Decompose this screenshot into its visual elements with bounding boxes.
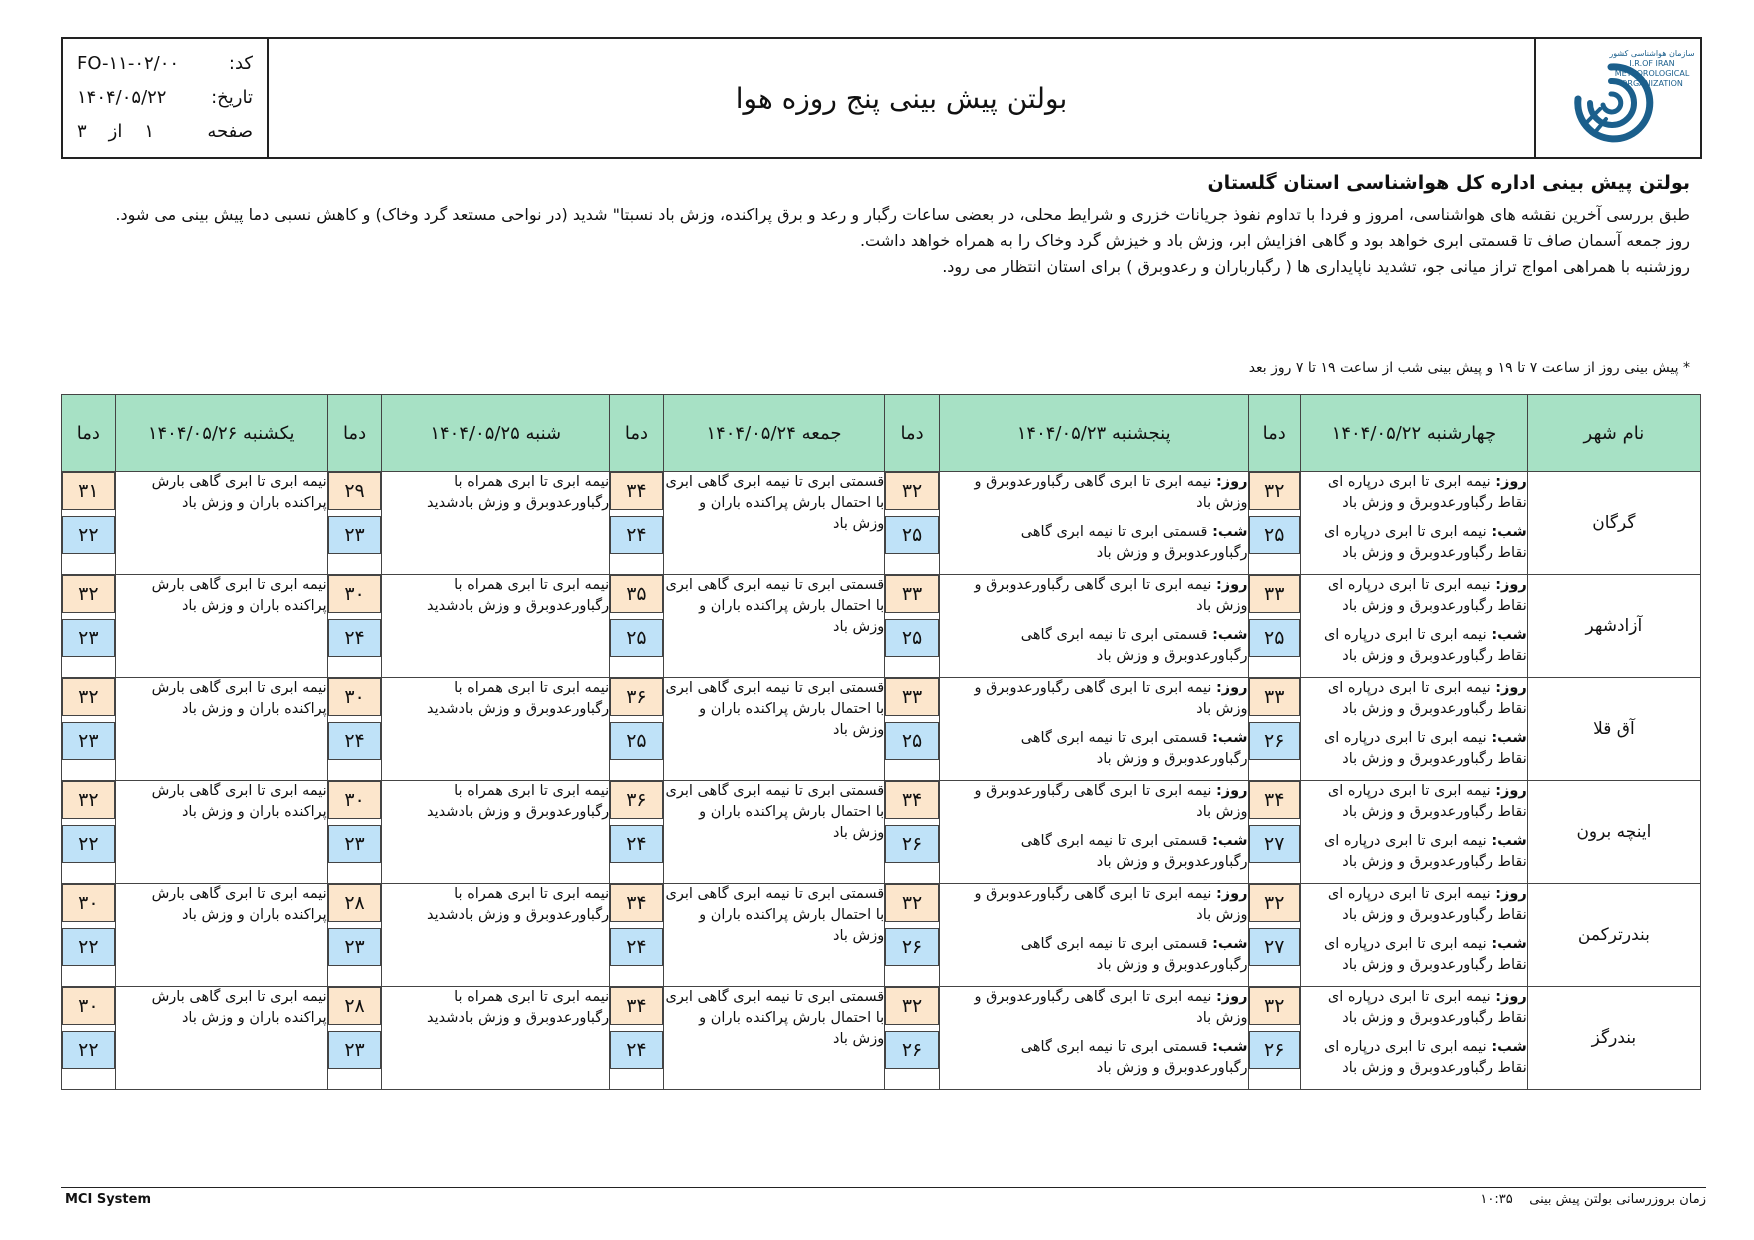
min-temp: ۲۲ (62, 825, 115, 863)
night-forecast-text: قسمتی ابری تا نیمه ابری گاهی رگباورعدوبرق و وزش باد (1020, 730, 1248, 767)
table-row (62, 575, 1701, 678)
night-label: شب: (1491, 936, 1527, 952)
day-forecast-text: نیمه ابری تا ابری گاهی رگباورعدوبرق و وزش باد (974, 680, 1248, 717)
forecast-table (61, 394, 1701, 1090)
forecast-cell (663, 884, 885, 987)
night-forecast (940, 522, 1248, 572)
night-forecast (940, 625, 1248, 675)
min-temp: ۲۳ (328, 928, 382, 966)
temp-cell (610, 987, 664, 1090)
city-name: اینچه برون (1527, 781, 1700, 884)
forecast-cell (1300, 472, 1527, 575)
night-label: شب: (1491, 833, 1527, 849)
table-row (62, 884, 1701, 987)
temp-cell (62, 678, 116, 781)
day-forecast-text: نیمه ابری تا ابری گاهی رگباورعدوبرق و وزش باد (974, 577, 1248, 614)
temp-cell (62, 987, 116, 1090)
day-forecast-text: نیمه ابری تا ابری گاهی رگباورعدوبرق و وزش باد (974, 886, 1248, 923)
day-forecast-text: نیمه ابری تا ابری درپاره ای نقاط رگباورعدوبرق و وزش باد (1327, 989, 1527, 1026)
max-temp: ۳۴ (610, 472, 663, 510)
max-temp: ۳۲ (1249, 472, 1300, 510)
forecast-text: نیمه ابری تا ابری همراه با رگباورعدوبرق و وزش بادشدید (427, 577, 610, 614)
max-temp: ۳۲ (885, 472, 939, 510)
temp-cell (327, 678, 382, 781)
date-value: ۱۴۰۴/۰۵/۲۲ (77, 87, 167, 108)
max-temp: ۲۸ (328, 884, 382, 922)
day-forecast-text: نیمه ابری تا ابری درپاره ای نقاط رگباورعدوبرق و وزش باد (1327, 577, 1527, 614)
day-forecast-text: نیمه ابری تا ابری گاهی رگباورعدوبرق و وزش باد (974, 989, 1248, 1026)
day-forecast (940, 575, 1248, 625)
min-temp: ۲۵ (610, 619, 663, 657)
day-forecast (940, 987, 1248, 1037)
table-row (62, 472, 1701, 575)
forecast-cell (1300, 575, 1527, 678)
day-forecast (1301, 884, 1527, 934)
temp-cell (327, 472, 382, 575)
temp-cell (885, 987, 940, 1090)
min-temp: ۲۶ (885, 1031, 939, 1069)
forecast-text: قسمتی ابری تا نیمه ابری گاهی ابری با احتمال بارش پراکنده باران و وزش باد (665, 577, 885, 635)
min-temp: ۲۲ (62, 928, 115, 966)
temp-cell (1248, 884, 1300, 987)
max-temp: ۳۶ (610, 678, 663, 716)
day-label: روز: (1215, 886, 1248, 902)
day-forecast (1301, 781, 1527, 831)
night-label: شب: (1212, 730, 1248, 746)
day-label: روز: (1215, 989, 1248, 1005)
forecast-cell (115, 678, 327, 781)
code-row (77, 47, 253, 81)
temp-cell (610, 884, 664, 987)
max-temp: ۳۲ (62, 575, 115, 613)
table-row (62, 987, 1701, 1090)
night-forecast-text: نیمه ابری تا ابری درپاره ای نقاط رگباورعدوبرق و وزش باد (1323, 730, 1527, 767)
code-label: کد: (228, 53, 253, 74)
day-header-1: چهارشنبه ۱۴۰۴/۰۵/۲۲ (1300, 395, 1527, 472)
forecast-text: نیمه ابری تا ابری همراه با رگباورعدوبرق و وزش بادشدید (427, 886, 610, 923)
min-temp: ۲۵ (610, 722, 663, 760)
night-label: شب: (1212, 627, 1248, 643)
min-temp: ۲۳ (328, 825, 382, 863)
summary-paragraph-1: طبق بررسی آخرین نقشه های هواشناسی، امروز و فردا با تداوم نفوذ جریانات خزری و شرایط محلی، در بعضی ساعات رگبار و رعد و برق پراکنده، وزش باد نسبتا" شدید (در نواحی مستعد گرد وخاک) و کاهش نسبی دما پیش بینی می شود. (115, 205, 1690, 224)
min-temp: ۲۴ (610, 516, 663, 554)
temp-cell (610, 678, 664, 781)
night-forecast (1301, 934, 1527, 984)
summary-paragraph-2: روز جمعه آسمان صاف تا قسمتی ابری خواهد بود و گاهی افزایش ابر، وزش باد و خیزش گرد وخاک را به همراه خواهد داشت. (859, 231, 1690, 250)
day-header-5: یکشنبه ۱۴۰۴/۰۵/۲۶ (115, 395, 327, 472)
min-temp: ۲۴ (328, 619, 382, 657)
update-time-label: زمان بروزرسانی بولتن پیش بینی (1529, 1192, 1706, 1207)
max-temp: ۳۵ (610, 575, 663, 613)
max-temp: ۳۳ (885, 575, 939, 613)
forecast-cell (382, 575, 610, 678)
day-forecast (1301, 575, 1527, 625)
forecast-cell (939, 884, 1248, 987)
day-label: روز: (1495, 783, 1527, 799)
forecast-cell (1300, 781, 1527, 884)
day-forecast (1301, 678, 1527, 728)
min-temp: ۲۶ (885, 825, 939, 863)
day-header-3: جمعه ۱۴۰۴/۰۵/۲۴ (663, 395, 885, 472)
max-temp: ۳۴ (610, 987, 663, 1025)
city-name: بندرگز (1527, 987, 1700, 1090)
forecast-text: نیمه ابری تا ابری همراه با رگباورعدوبرق و وزش بادشدید (427, 783, 610, 820)
organization-logo (1534, 39, 1700, 157)
day-forecast (1301, 472, 1527, 522)
day-forecast (1301, 987, 1527, 1037)
update-time (1480, 1192, 1706, 1207)
city-name: بندرترکمن (1527, 884, 1700, 987)
day-header-2: پنجشنبه ۱۴۰۴/۰۵/۲۳ (939, 395, 1248, 472)
day-label: روز: (1215, 577, 1248, 593)
min-temp: ۲۴ (610, 825, 663, 863)
forecast-text: قسمتی ابری تا نیمه ابری گاهی ابری با احتمال بارش پراکنده باران و وزش باد (665, 886, 885, 944)
day-forecast (940, 678, 1248, 728)
max-temp: ۳۲ (62, 781, 115, 819)
forecast-text: نیمه ابری تا ابری همراه با رگباورعدوبرق و وزش بادشدید (427, 680, 610, 717)
temp-cell (1248, 472, 1300, 575)
night-forecast (1301, 522, 1527, 572)
night-forecast-text: نیمه ابری تا ابری درپاره ای نقاط رگباورعدوبرق و وزش باد (1323, 833, 1527, 870)
forecast-cell (939, 987, 1248, 1090)
table-row (62, 678, 1701, 781)
forecast-cell (1300, 987, 1527, 1090)
page-row (77, 115, 253, 149)
temp-cell (62, 575, 116, 678)
night-forecast-text: نیمه ابری تا ابری درپاره ای نقاط رگباورعدوبرق و وزش باد (1323, 1039, 1527, 1076)
forecast-text: نیمه ابری تا ابری گاهی بارش پراکنده باران و وزش باد (151, 474, 327, 511)
temp-header: دما (610, 395, 664, 472)
min-temp: ۲۵ (885, 619, 939, 657)
temp-header: دما (1248, 395, 1300, 472)
forecast-cell (115, 781, 327, 884)
temp-header: دما (62, 395, 116, 472)
min-temp: ۲۷ (1249, 928, 1300, 966)
forecast-cell (115, 987, 327, 1090)
forecast-text: نیمه ابری تا ابری گاهی بارش پراکنده باران و وزش باد (151, 886, 327, 923)
night-label: شب: (1212, 524, 1248, 540)
night-label: شب: (1212, 1039, 1248, 1055)
page-title: بولتن پیش بینی پنج روزه هوا (735, 81, 1068, 115)
night-label: شب: (1491, 524, 1527, 540)
min-temp: ۲۷ (1249, 825, 1300, 863)
night-forecast-text: قسمتی ابری تا نیمه ابری گاهی رگباورعدوبرق و وزش باد (1020, 627, 1248, 664)
forecast-cell (663, 678, 885, 781)
page-num: ۱ (144, 121, 155, 142)
forecast-cell (1300, 678, 1527, 781)
temp-header: دما (327, 395, 382, 472)
day-forecast (940, 472, 1248, 522)
forecast-cell (939, 472, 1248, 575)
temp-cell (1248, 987, 1300, 1090)
night-forecast (1301, 625, 1527, 675)
forecast-time-note: * پیش بینی روز از ساعت ۷ تا ۱۹ و پیش بینی شب از ساعت ۱۹ تا ۷ روز بعد (1248, 360, 1690, 376)
forecast-text: قسمتی ابری تا نیمه ابری گاهی ابری با احتمال بارش پراکنده باران و وزش باد (665, 989, 885, 1047)
max-temp: ۳۲ (1249, 987, 1300, 1025)
min-temp: ۲۵ (1249, 619, 1300, 657)
document-meta (63, 39, 269, 157)
page-of: از (108, 121, 123, 142)
temp-cell (62, 781, 116, 884)
max-temp: ۳۲ (1249, 884, 1300, 922)
min-temp: ۲۳ (62, 722, 115, 760)
day-forecast-text: نیمه ابری تا ابری گاهی رگباورعدوبرق و وزش باد (974, 783, 1248, 820)
min-temp: ۲۲ (62, 1031, 115, 1069)
day-label: روز: (1215, 680, 1248, 696)
forecast-text: نیمه ابری تا ابری همراه با رگباورعدوبرق و وزش بادشدید (427, 474, 610, 511)
max-temp: ۳۲ (885, 884, 939, 922)
temp-cell (610, 575, 664, 678)
temp-cell (62, 884, 116, 987)
max-temp: ۳۶ (610, 781, 663, 819)
night-forecast-text: قسمتی ابری تا نیمه ابری گاهی رگباورعدوبرق و وزش باد (1020, 1039, 1248, 1076)
max-temp: ۳۳ (1249, 678, 1300, 716)
min-temp: ۲۵ (885, 722, 939, 760)
temp-cell (885, 575, 940, 678)
night-label: شب: (1491, 627, 1527, 643)
temp-cell (610, 781, 664, 884)
max-temp: ۳۳ (885, 678, 939, 716)
night-forecast-text: نیمه ابری تا ابری درپاره ای نقاط رگباورعدوبرق و وزش باد (1323, 936, 1527, 973)
update-time-value: ۱۰:۳۵ (1480, 1192, 1513, 1207)
day-forecast-text: نیمه ابری تا ابری درپاره ای نقاط رگباورعدوبرق و وزش باد (1327, 680, 1527, 717)
temp-cell (610, 472, 664, 575)
table-row (62, 781, 1701, 884)
temp-cell (62, 472, 116, 575)
min-temp: ۲۶ (885, 928, 939, 966)
day-forecast (940, 884, 1248, 934)
max-temp: ۳۲ (885, 987, 939, 1025)
max-temp: ۳۰ (328, 781, 382, 819)
day-forecast-text: نیمه ابری تا ابری گاهی رگباورعدوبرق و وزش باد (974, 474, 1248, 511)
page-label: صفحه (207, 121, 253, 142)
min-temp: ۲۴ (610, 1031, 663, 1069)
forecast-cell (939, 781, 1248, 884)
city-name: آزادشهر (1527, 575, 1700, 678)
forecast-summary (70, 172, 1690, 280)
max-temp: ۳۰ (62, 884, 115, 922)
max-temp: ۲۸ (328, 987, 382, 1025)
day-label: روز: (1495, 680, 1527, 696)
temp-cell (885, 472, 940, 575)
forecast-cell (939, 678, 1248, 781)
max-temp: ۳۳ (1249, 575, 1300, 613)
city-name: آق قلا (1527, 678, 1700, 781)
temp-header: دما (885, 395, 940, 472)
page-footer (61, 1187, 1706, 1207)
temp-cell (1248, 781, 1300, 884)
temp-cell (327, 987, 382, 1090)
temp-cell (1248, 575, 1300, 678)
temp-cell (885, 678, 940, 781)
forecast-text: نیمه ابری تا ابری گاهی بارش پراکنده باران و وزش باد (151, 783, 327, 820)
date-row (77, 81, 253, 115)
min-temp: ۲۳ (328, 516, 382, 554)
system-name: MCI System (65, 1192, 151, 1207)
night-forecast (940, 728, 1248, 778)
day-forecast (940, 781, 1248, 831)
city-header: نام شهر (1527, 395, 1700, 472)
forecast-cell (663, 987, 885, 1090)
max-temp: ۳۲ (62, 678, 115, 716)
forecast-cell (382, 884, 610, 987)
max-temp: ۳۴ (610, 884, 663, 922)
day-label: روز: (1215, 474, 1248, 490)
forecast-cell (115, 575, 327, 678)
forecast-cell (115, 472, 327, 575)
day-header-4: شنبه ۱۴۰۴/۰۵/۲۵ (382, 395, 610, 472)
max-temp: ۳۰ (62, 987, 115, 1025)
night-label: شب: (1212, 833, 1248, 849)
forecast-cell (663, 781, 885, 884)
max-temp: ۳۰ (328, 575, 382, 613)
night-label: شب: (1491, 1039, 1527, 1055)
temp-cell (1248, 678, 1300, 781)
table-header-row (62, 395, 1701, 472)
min-temp: ۲۲ (62, 516, 115, 554)
summary-paragraph-3: روزشنبه با همراهی امواج تراز میانی جو، تشدید ناپایداری ها ( رگبارباران و رعدوبرق ) برای استان انتظار می رود. (942, 257, 1690, 276)
night-forecast (1301, 728, 1527, 778)
night-forecast (940, 1037, 1248, 1087)
max-temp: ۳۱ (62, 472, 115, 510)
day-label: روز: (1495, 989, 1527, 1005)
forecast-cell (663, 575, 885, 678)
night-forecast (1301, 1037, 1527, 1087)
forecast-cell (1300, 884, 1527, 987)
temp-cell (885, 884, 940, 987)
max-temp: ۳۰ (328, 678, 382, 716)
forecast-text: نیمه ابری تا ابری گاهی بارش پراکنده باران و وزش باد (151, 989, 327, 1026)
logo-text: سازمان هواشناسی کشور I.R.OF IRAN METEOROLOGICAL ORGANIZATION (1609, 49, 1695, 88)
min-temp: ۲۶ (1249, 1031, 1300, 1069)
day-label: روز: (1495, 577, 1527, 593)
night-forecast-text: قسمتی ابری تا نیمه ابری گاهی رگباورعدوبرق و وزش باد (1020, 833, 1248, 870)
min-temp: ۲۴ (610, 928, 663, 966)
forecast-text: نیمه ابری تا ابری گاهی بارش پراکنده باران و وزش باد (151, 577, 327, 614)
temp-cell (327, 884, 382, 987)
night-forecast-text: قسمتی ابری تا نیمه ابری گاهی رگباورعدوبرق و وزش باد (1020, 524, 1248, 561)
night-label: شب: (1212, 936, 1248, 952)
day-forecast-text: نیمه ابری تا ابری درپاره ای نقاط رگباورعدوبرق و وزش باد (1327, 886, 1527, 923)
min-temp: ۲۳ (328, 1031, 382, 1069)
min-temp: ۲۵ (1249, 516, 1300, 554)
day-label: روز: (1495, 886, 1527, 902)
forecast-text: قسمتی ابری تا نیمه ابری گاهی ابری با احتمال بارش پراکنده باران و وزش باد (665, 680, 885, 738)
night-forecast-text: نیمه ابری تا ابری درپاره ای نقاط رگباورعدوبرق و وزش باد (1323, 524, 1527, 561)
night-forecast (940, 934, 1248, 984)
date-label: تاریخ: (211, 87, 253, 108)
min-temp: ۲۵ (885, 516, 939, 554)
min-temp: ۲۳ (62, 619, 115, 657)
max-temp: ۳۴ (1249, 781, 1300, 819)
forecast-cell (382, 987, 610, 1090)
forecast-cell (663, 472, 885, 575)
forecast-cell (115, 884, 327, 987)
forecast-text: قسمتی ابری تا نیمه ابری گاهی ابری با احتمال بارش پراکنده باران و وزش باد (665, 783, 885, 841)
night-forecast (1301, 831, 1527, 881)
temp-cell (327, 575, 382, 678)
temp-cell (885, 781, 940, 884)
day-forecast-text: نیمه ابری تا ابری درپاره ای نقاط رگباورعدوبرق و وزش باد (1327, 474, 1527, 511)
forecast-text: نیمه ابری تا ابری همراه با رگباورعدوبرق و وزش بادشدید (427, 989, 610, 1026)
night-forecast (940, 831, 1248, 881)
max-temp: ۲۹ (328, 472, 382, 510)
day-label: روز: (1215, 783, 1248, 799)
night-forecast-text: قسمتی ابری تا نیمه ابری گاهی رگباورعدوبرق و وزش باد (1020, 936, 1248, 973)
max-temp: ۳۴ (885, 781, 939, 819)
forecast-cell (939, 575, 1248, 678)
forecast-cell (382, 472, 610, 575)
night-label: شب: (1491, 730, 1527, 746)
min-temp: ۲۶ (1249, 722, 1300, 760)
city-name: گرگان (1527, 472, 1700, 575)
code-value: FO-۱۱-۰۲/۰۰ (77, 53, 180, 74)
min-temp: ۲۴ (328, 722, 382, 760)
day-label: روز: (1495, 474, 1527, 490)
day-forecast-text: نیمه ابری تا ابری درپاره ای نقاط رگباورعدوبرق و وزش باد (1327, 783, 1527, 820)
night-forecast-text: نیمه ابری تا ابری درپاره ای نقاط رگباورعدوبرق و وزش باد (1323, 627, 1527, 664)
temp-cell (327, 781, 382, 884)
summary-heading: بولتن پیش بینی اداره کل هواشناسی استان گلستان (1207, 172, 1690, 194)
forecast-cell (382, 678, 610, 781)
forecast-text: نیمه ابری تا ابری گاهی بارش پراکنده باران و وزش باد (151, 680, 327, 717)
forecast-cell (382, 781, 610, 884)
forecast-text: قسمتی ابری تا نیمه ابری گاهی ابری با احتمال بارش پراکنده باران و وزش باد (665, 474, 885, 532)
page-total: ۳ (77, 121, 87, 142)
bulletin-header (61, 37, 1702, 159)
